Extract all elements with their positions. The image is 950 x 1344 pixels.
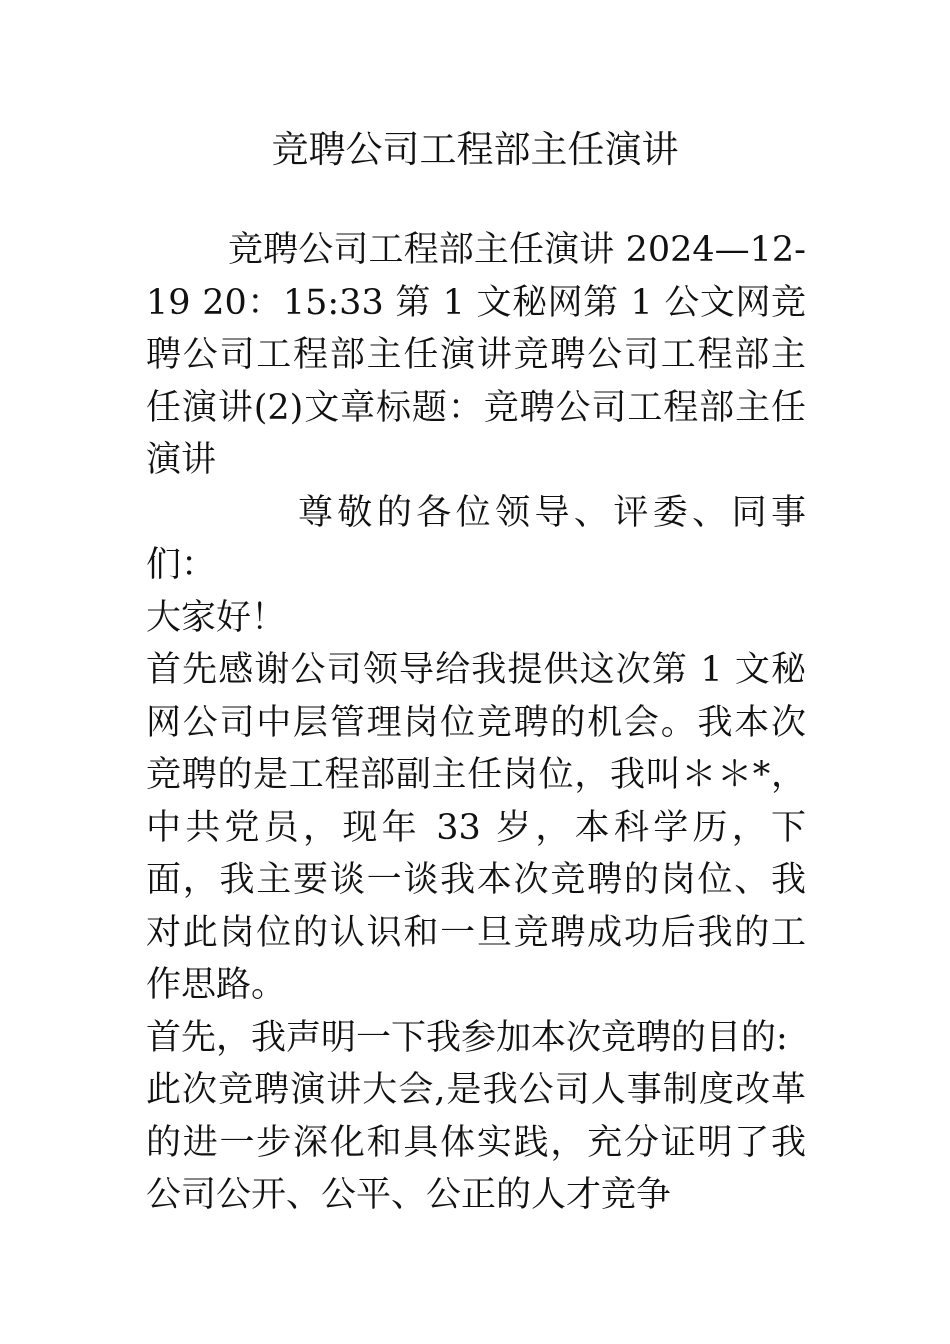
document-body: [146, 224, 806, 1222]
document-title: 竞聘公司工程部主任演讲: [271, 128, 679, 171]
paragraph-thanks: 首先感谢公司领导给我提供这次第 1 文秘网公司中层管理岗位竞聘的机会。我本次竞聘的是工程部副主任岗位，我叫＊＊*，中共党员，现年 33 岁，本科学历，下面，我主要谈一谈我本次竞聘的岗位、我对此岗位的认识和一旦竞聘成功后我的工作思路。: [146, 650, 806, 1005]
paragraph-reform: 此次竞聘演讲大会,是我公司人事制度改革的进一步深化和具体实践，充分证明了我公司公开、公平、公正的人才竞争: [146, 1070, 806, 1215]
paragraph-purpose: 首先，我声明一下我参加本次竞聘的目的:: [146, 1017, 788, 1058]
paragraph-header-info: 竞聘公司工程部主任演讲 2024—12-19 20：15:33 第 1 文秘网第 1 公文网竞聘公司工程部主任演讲竞聘公司工程部主任演讲(2)文章标题：竞聘公司工程部主任演讲: [146, 230, 806, 480]
paragraph-greeting: 大家好！: [146, 597, 287, 638]
paragraph-salutation: 尊敬的各位领导、评委、同事们：: [146, 492, 806, 585]
